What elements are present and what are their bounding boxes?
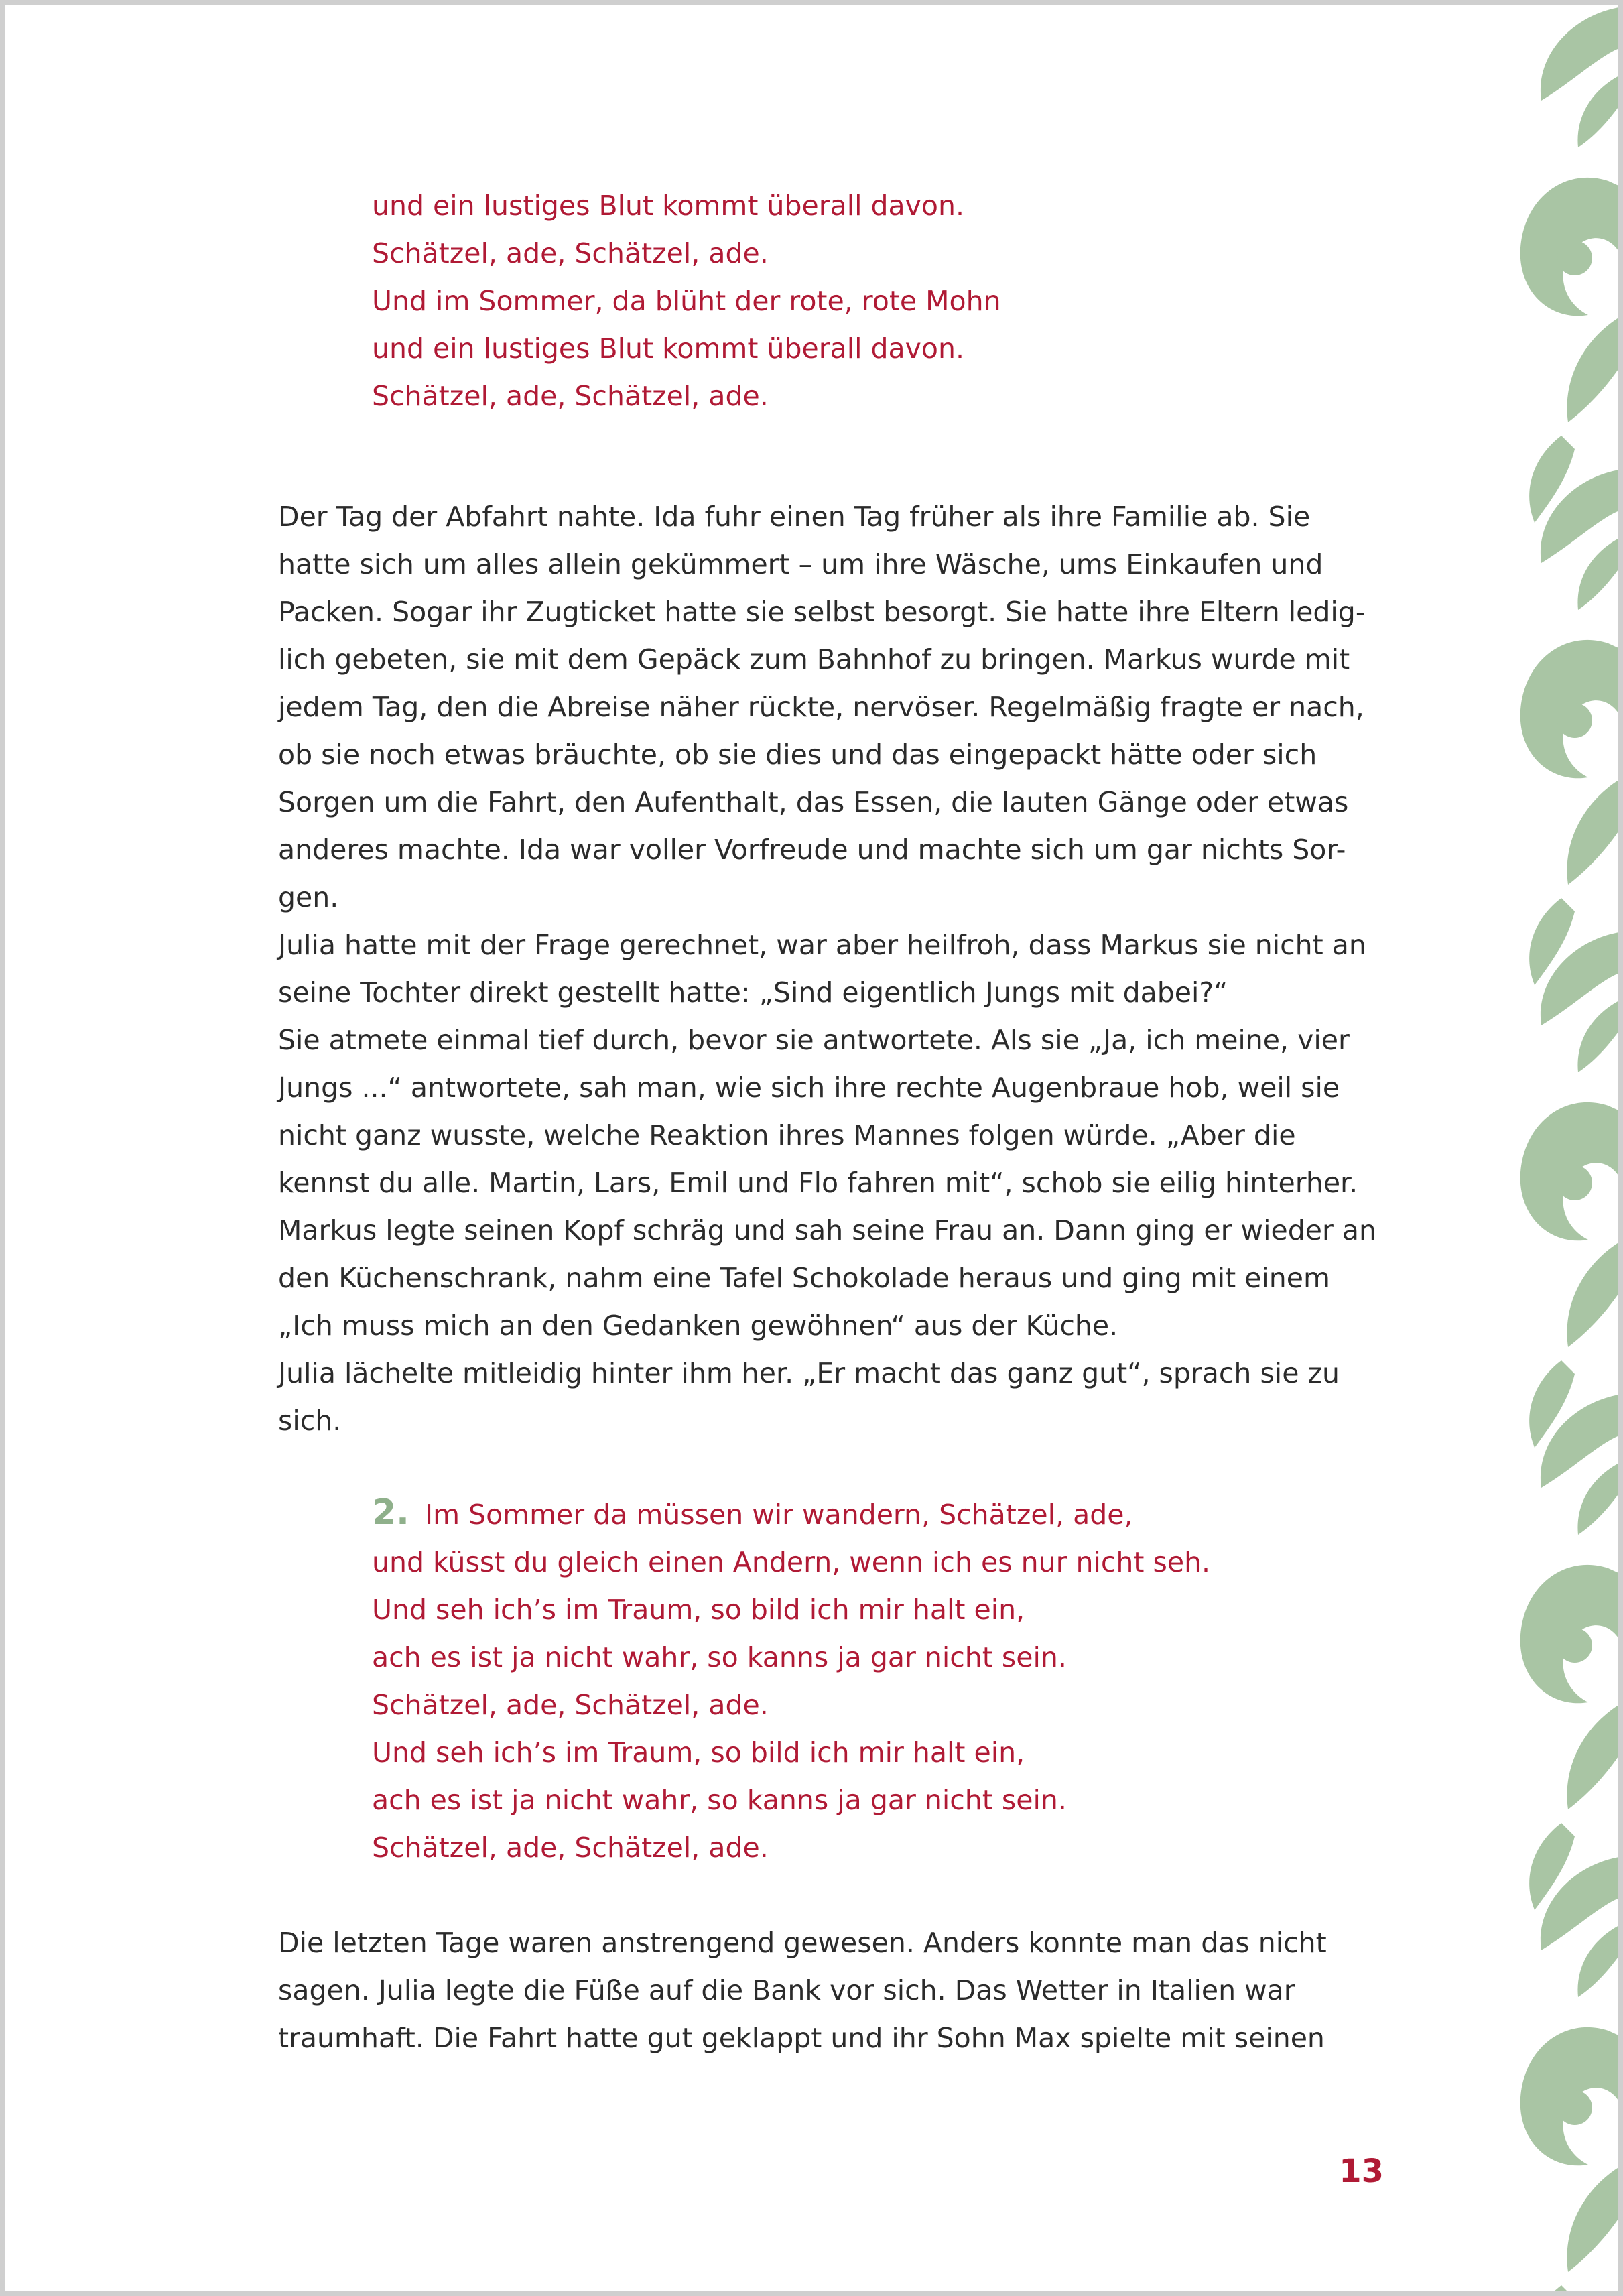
prose-line: seine Tochter direkt gestellt hatte: „Sind eigentlich Jungs mit dabei?“ [278, 976, 1228, 1009]
verse-line: Schätzel, ade, Schätzel, ade. [372, 380, 769, 412]
verse-line: Und seh ich’s im Traum, so bild ich mir halt ein, [372, 1736, 1025, 1769]
verse-block-1 [372, 182, 1545, 420]
prose-line: den Küchenschrank, nahm eine Tafel Schokolade heraus und ging mit einem [278, 1262, 1330, 1294]
verse-number: 2. [372, 1492, 409, 1533]
prose-paragraph-1 [278, 493, 1417, 1445]
verse-line: Schätzel, ade, Schätzel, ade. [372, 1832, 769, 1864]
prose-line: Julia lächelte mitleidig hinter ihm her. „Er macht das ganz gut“, sprach sie zu [278, 1357, 1340, 1389]
verse-line: ach es ist ja nicht wahr, so kanns ja gar nicht sein. [372, 1641, 1067, 1673]
prose-line: hatte sich um alles allein gekümmert – um ihre Wäsche, ums Einkaufen und [278, 548, 1323, 580]
prose-line: Markus legte seinen Kopf schräg und sah seine Frau an. Dann ging er wieder an [278, 1214, 1376, 1247]
prose-line: Der Tag der Abfahrt nahte. Ida fuhr einen Tag früher als ihre Familie ab. Sie [278, 501, 1311, 533]
prose-line: „Ich muss mich an den Gedanken gewöhnen“ aus der Küche. [278, 1310, 1118, 1342]
verse-line: und ein lustiges Blut kommt überall davon. [372, 332, 965, 365]
prose-paragraph-2 [278, 1919, 1417, 2062]
verse-line: ach es ist ja nicht wahr, so kanns ja gar nicht sein. [372, 1784, 1067, 1816]
prose-line: anderes machte. Ida war voller Vorfreude und machte sich um gar nichts Sor- [278, 834, 1346, 866]
page-number: 13 [1339, 2153, 1384, 2190]
prose-line: traumhaft. Die Fahrt hatte gut geklappt und ihr Sohn Max spielte mit seinen [278, 2022, 1325, 2054]
prose-line: Julia hatte mit der Frage gerechnet, war aber heilfroh, dass Markus sie nicht an [278, 929, 1366, 961]
verse-first-line: Im Sommer da müssen wir wandern, Schätzel, ade, [424, 1498, 1133, 1531]
prose-line: ob sie noch etwas bräuchte, ob sie dies und das eingepackt hätte oder sich [278, 739, 1317, 771]
prose-line: Packen. Sogar ihr Zugticket hatte sie selbst besorgt. Sie hatte ihre Eltern ledig- [278, 596, 1366, 628]
verse-line: Und seh ich’s im Traum, so bild ich mir halt ein, [372, 1594, 1025, 1626]
prose-line: nicht ganz wusste, welche Reaktion ihres Mannes folgen würde. „Aber die [278, 1119, 1296, 1151]
prose-line: lich gebeten, sie mit dem Gepäck zum Bahnhof zu bringen. Markus wurde mit [278, 643, 1350, 676]
prose-line: kennst du alle. Martin, Lars, Emil und Flo fahren mit“, schob sie eilig hinterher. [278, 1167, 1358, 1199]
verse-line: und ein lustiges Blut kommt überall davon. [372, 190, 965, 222]
prose-line: gen. [278, 881, 339, 913]
verse-line [372, 1489, 1545, 1539]
prose-line: sich. [278, 1405, 342, 1437]
verse-line: und küsst du gleich einen Andern, wenn ich es nur nicht seh. [372, 1546, 1211, 1578]
prose-line: Jungs ...“ antwortete, sah man, wie sich ihre rechte Augenbraue hob, weil sie [278, 1072, 1340, 1104]
prose-line: Die letzten Tage waren anstrengend gewesen. Anders konnte man das nicht [278, 1927, 1327, 1959]
prose-line: Sorgen um die Fahrt, den Aufenthalt, das Essen, die lauten Gänge oder etwas [278, 786, 1349, 818]
verse-line: Und im Sommer, da blüht der rote, rote Mohn [372, 285, 1001, 317]
prose-line: jedem Tag, den die Abreise näher rückte, nervöser. Regelmäßig fragte er nach, [278, 691, 1364, 723]
prose-line: sagen. Julia legte die Füße auf die Bank vor sich. Das Wetter in Italien war [278, 1974, 1295, 2006]
verse-line: Schätzel, ade, Schätzel, ade. [372, 237, 769, 269]
prose-line: Sie atmete einmal tief durch, bevor sie antwortete. Als sie „Ja, ich meine, vier [278, 1024, 1350, 1056]
verse-line: Schätzel, ade, Schätzel, ade. [372, 1689, 769, 1721]
verse-block-2 [372, 1489, 1545, 1872]
